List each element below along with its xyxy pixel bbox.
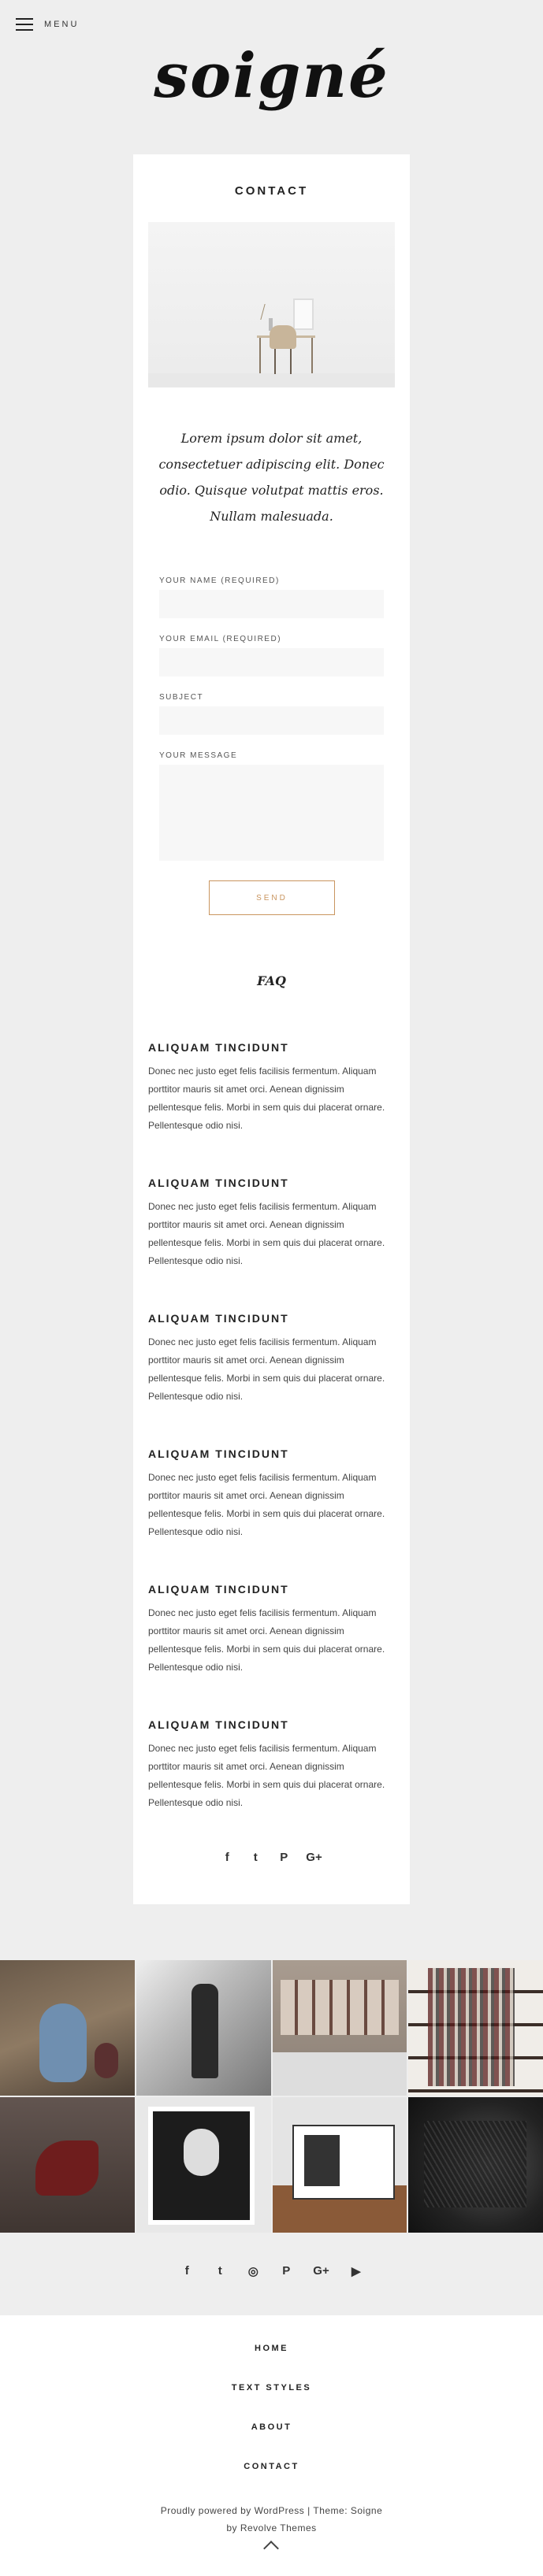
gallery-image-vases[interactable] (0, 1960, 135, 2096)
gallery-image-portrait[interactable] (136, 2097, 271, 2233)
faq-answer: Donec nec justo eget felis facilisis fermentum. Aliquam porttitor mauris sit amet orci. Aenean dignissim pellentesque felis. Morbi in sem quis dui placerat ornare. Pellentesque odio nisi. (148, 1201, 385, 1266)
twitter-icon[interactable]: t (253, 1851, 258, 1864)
menu-label: MENU (44, 20, 80, 29)
hamburger-icon (16, 18, 33, 31)
footer-nav-contact[interactable]: CONTACT (244, 2462, 299, 2471)
faq-question: ALIQUAM TINCIDUNT (148, 1583, 289, 1596)
gallery-image-bookshelf[interactable] (408, 1960, 543, 2096)
send-button[interactable]: SEND (209, 880, 335, 915)
email-field[interactable] (159, 648, 384, 676)
google-plus-icon[interactable]: G+ (313, 2264, 329, 2278)
footer-nav-home[interactable]: HOME (255, 2344, 288, 2353)
faq-question: ALIQUAM TINCIDUNT (148, 1177, 289, 1189)
gallery-image-figure[interactable] (136, 1960, 271, 2096)
intro-text: Lorem ipsum dolor sit amet, consectetuer adipiscing elit. Donec odio. Quisque volutpat mattis eros. Nullam malesuada. (158, 431, 385, 524)
faq-answer: Donec nec justo eget felis facilisis fermentum. Aliquam porttitor mauris sit amet orci. Aenean dignissim pellentesque felis. Morbi in sem quis dui placerat ornare. Pellentesque odio nisi. (148, 1336, 385, 1402)
site-footer (0, 2315, 543, 2576)
instagram-icon[interactable]: ◎ (247, 2265, 258, 2278)
menu-toggle[interactable] (16, 18, 79, 31)
faq-item (148, 1583, 395, 1677)
youtube-icon[interactable]: ▶ (351, 2265, 361, 2278)
google-plus-icon[interactable]: G+ (306, 1851, 322, 1864)
subject-field[interactable] (159, 706, 384, 735)
faq-item (148, 1177, 395, 1270)
pinterest-icon[interactable]: P (280, 1851, 288, 1864)
faq-answer: Donec nec justo eget felis facilisis fermentum. Aliquam porttitor mauris sit amet orci. Aenean dignissim pellentesque felis. Morbi in sem quis dui placerat ornare. Pellentesque odio nisi. (148, 1607, 385, 1673)
faq-item (148, 1041, 395, 1135)
site-credits (0, 2502, 543, 2537)
footer-nav-text-styles[interactable]: TEXT STYLES (231, 2383, 312, 2393)
footer-nav-about[interactable]: ABOUT (251, 2422, 292, 2432)
facebook-icon[interactable]: f (184, 2264, 189, 2278)
facebook-icon[interactable]: f (225, 1851, 229, 1864)
theme-credit: Theme: Soigne (313, 2505, 383, 2516)
name-field[interactable] (159, 590, 384, 618)
faq-item (148, 1718, 395, 1812)
subject-label: SUBJECT (159, 693, 204, 702)
faq-question: ALIQUAM TINCIDUNT (148, 1447, 289, 1460)
faq-answer: Donec nec justo eget felis facilisis fermentum. Aliquam porttitor mauris sit amet orci. Aenean dignissim pellentesque felis. Morbi in sem quis dui placerat ornare. Pellentesque odio nisi. (148, 1472, 385, 1537)
faq-question: ALIQUAM TINCIDUNT (148, 1718, 289, 1731)
footer-social-links (0, 2264, 543, 2278)
gallery-image-moodboard[interactable] (273, 1960, 407, 2096)
card-social-links (133, 1851, 410, 1864)
footer-nav (0, 2344, 543, 2501)
email-label: YOUR EMAIL (REQUIRED) (159, 635, 282, 643)
faq-item (148, 1312, 395, 1406)
message-field[interactable] (159, 765, 384, 861)
faq-item (148, 1447, 395, 1541)
pinterest-icon[interactable]: P (282, 2264, 291, 2278)
content-card (133, 154, 410, 1904)
page-title: CONTACT (234, 184, 309, 198)
image-gallery (0, 1960, 543, 2233)
twitter-icon[interactable]: t (218, 2264, 222, 2278)
back-to-top-icon[interactable] (263, 2541, 279, 2556)
faq-question: ALIQUAM TINCIDUNT (148, 1041, 289, 1054)
theme-author-link[interactable]: by Revolve Themes (226, 2522, 317, 2533)
hero-image (148, 222, 395, 387)
faq-question: ALIQUAM TINCIDUNT (148, 1312, 289, 1325)
faq-answer: Donec nec justo eget felis facilisis fermentum. Aliquam porttitor mauris sit amet orci. Aenean dignissim pellentesque felis. Morbi in sem quis dui placerat ornare. Pellentesque odio nisi. (148, 1743, 385, 1808)
faq-answer: Donec nec justo eget felis facilisis fermentum. Aliquam porttitor mauris sit amet orci. Aenean dignissim pellentesque felis. Morbi in sem quis dui placerat ornare. Pellentesque odio nisi. (148, 1066, 385, 1131)
message-label: YOUR MESSAGE (159, 751, 238, 760)
name-label: YOUR NAME (REQUIRED) (159, 576, 280, 585)
site-logo[interactable]: soigné (154, 40, 389, 112)
gallery-image-photobook[interactable] (273, 2097, 407, 2233)
credit-separator: | (304, 2505, 314, 2516)
gallery-image-hair[interactable] (408, 2097, 543, 2233)
faq-title: FAQ (257, 973, 286, 988)
wordpress-link[interactable]: Proudly powered by WordPress (160, 2505, 305, 2516)
gallery-image-sculpture[interactable] (0, 2097, 135, 2233)
